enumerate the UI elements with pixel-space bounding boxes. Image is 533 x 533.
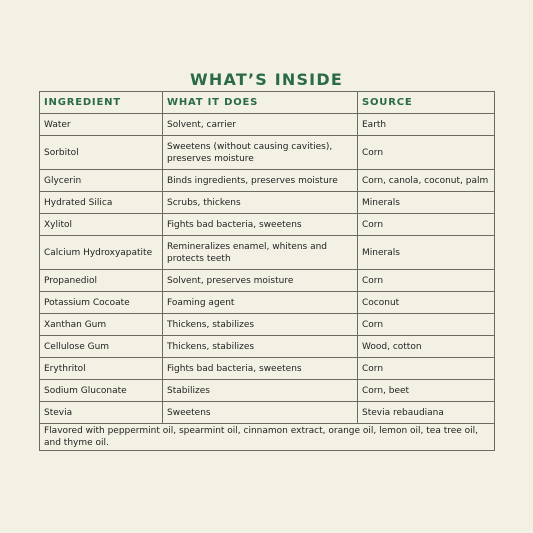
function-cell: Sweetens	[163, 402, 358, 424]
ingredient-cell: Sodium Gluconate	[40, 380, 163, 402]
table-header-row	[40, 92, 495, 114]
function-cell: Stabilizes	[163, 380, 358, 402]
source-cell: Corn	[358, 314, 495, 336]
table-row	[40, 170, 495, 192]
source-cell: Stevia rebaudiana	[358, 402, 495, 424]
source-cell: Corn, beet	[358, 380, 495, 402]
ingredient-cell: Glycerin	[40, 170, 163, 192]
column-header-ingredient: INGREDIENT	[40, 92, 163, 114]
table-row	[40, 314, 495, 336]
table-row	[40, 192, 495, 214]
ingredient-cell: Propanediol	[40, 270, 163, 292]
source-cell: Corn, canola, coconut, palm	[358, 170, 495, 192]
ingredient-cell: Xanthan Gum	[40, 314, 163, 336]
source-cell: Minerals	[358, 192, 495, 214]
function-cell: Binds ingredients, preserves moisture	[163, 170, 358, 192]
table-row	[40, 380, 495, 402]
page-title: WHAT’S INSIDE	[190, 70, 343, 89]
source-cell: Corn	[358, 270, 495, 292]
function-cell: Solvent, preserves moisture	[163, 270, 358, 292]
table-row	[40, 292, 495, 314]
table-row	[40, 358, 495, 380]
function-cell: Fights bad bacteria, sweetens	[163, 358, 358, 380]
function-cell: Thickens, stabilizes	[163, 314, 358, 336]
ingredient-cell: Water	[40, 114, 163, 136]
function-cell: Sweetens (without causing cavities), preserves moisture	[163, 136, 358, 170]
ingredient-cell: Stevia	[40, 402, 163, 424]
flavor-footnote: Flavored with peppermint oil, spearmint oil, cinnamon extract, orange oil, lemon oil, tea tree oil, and thyme oil.	[40, 424, 495, 451]
function-cell: Scrubs, thickens	[163, 192, 358, 214]
column-header-what-it-does: WHAT IT DOES	[163, 92, 358, 114]
ingredient-cell: Sorbitol	[40, 136, 163, 170]
source-cell: Minerals	[358, 236, 495, 270]
function-cell: Fights bad bacteria, sweetens	[163, 214, 358, 236]
source-cell: Corn	[358, 214, 495, 236]
source-cell: Corn	[358, 358, 495, 380]
table-row	[40, 270, 495, 292]
source-cell: Wood, cotton	[358, 336, 495, 358]
ingredient-cell: Xylitol	[40, 214, 163, 236]
ingredient-cell: Hydrated Silica	[40, 192, 163, 214]
function-cell: Solvent, carrier	[163, 114, 358, 136]
function-cell: Foaming agent	[163, 292, 358, 314]
table-row	[40, 402, 495, 424]
table-row	[40, 114, 495, 136]
table-row	[40, 136, 495, 170]
column-header-source: SOURCE	[358, 92, 495, 114]
function-cell: Thickens, stabilizes	[163, 336, 358, 358]
source-cell: Coconut	[358, 292, 495, 314]
source-cell: Earth	[358, 114, 495, 136]
ingredient-cell: Potassium Cocoate	[40, 292, 163, 314]
table-row	[40, 214, 495, 236]
source-cell: Corn	[358, 136, 495, 170]
ingredient-cell: Cellulose Gum	[40, 336, 163, 358]
table-row	[40, 236, 495, 270]
ingredient-cell: Erythritol	[40, 358, 163, 380]
ingredients-table	[39, 91, 495, 451]
table-footnote-row	[40, 424, 495, 451]
table-row	[40, 336, 495, 358]
function-cell: Remineralizes enamel, whitens and protects teeth	[163, 236, 358, 270]
ingredient-cell: Calcium Hydroxyapatite	[40, 236, 163, 270]
